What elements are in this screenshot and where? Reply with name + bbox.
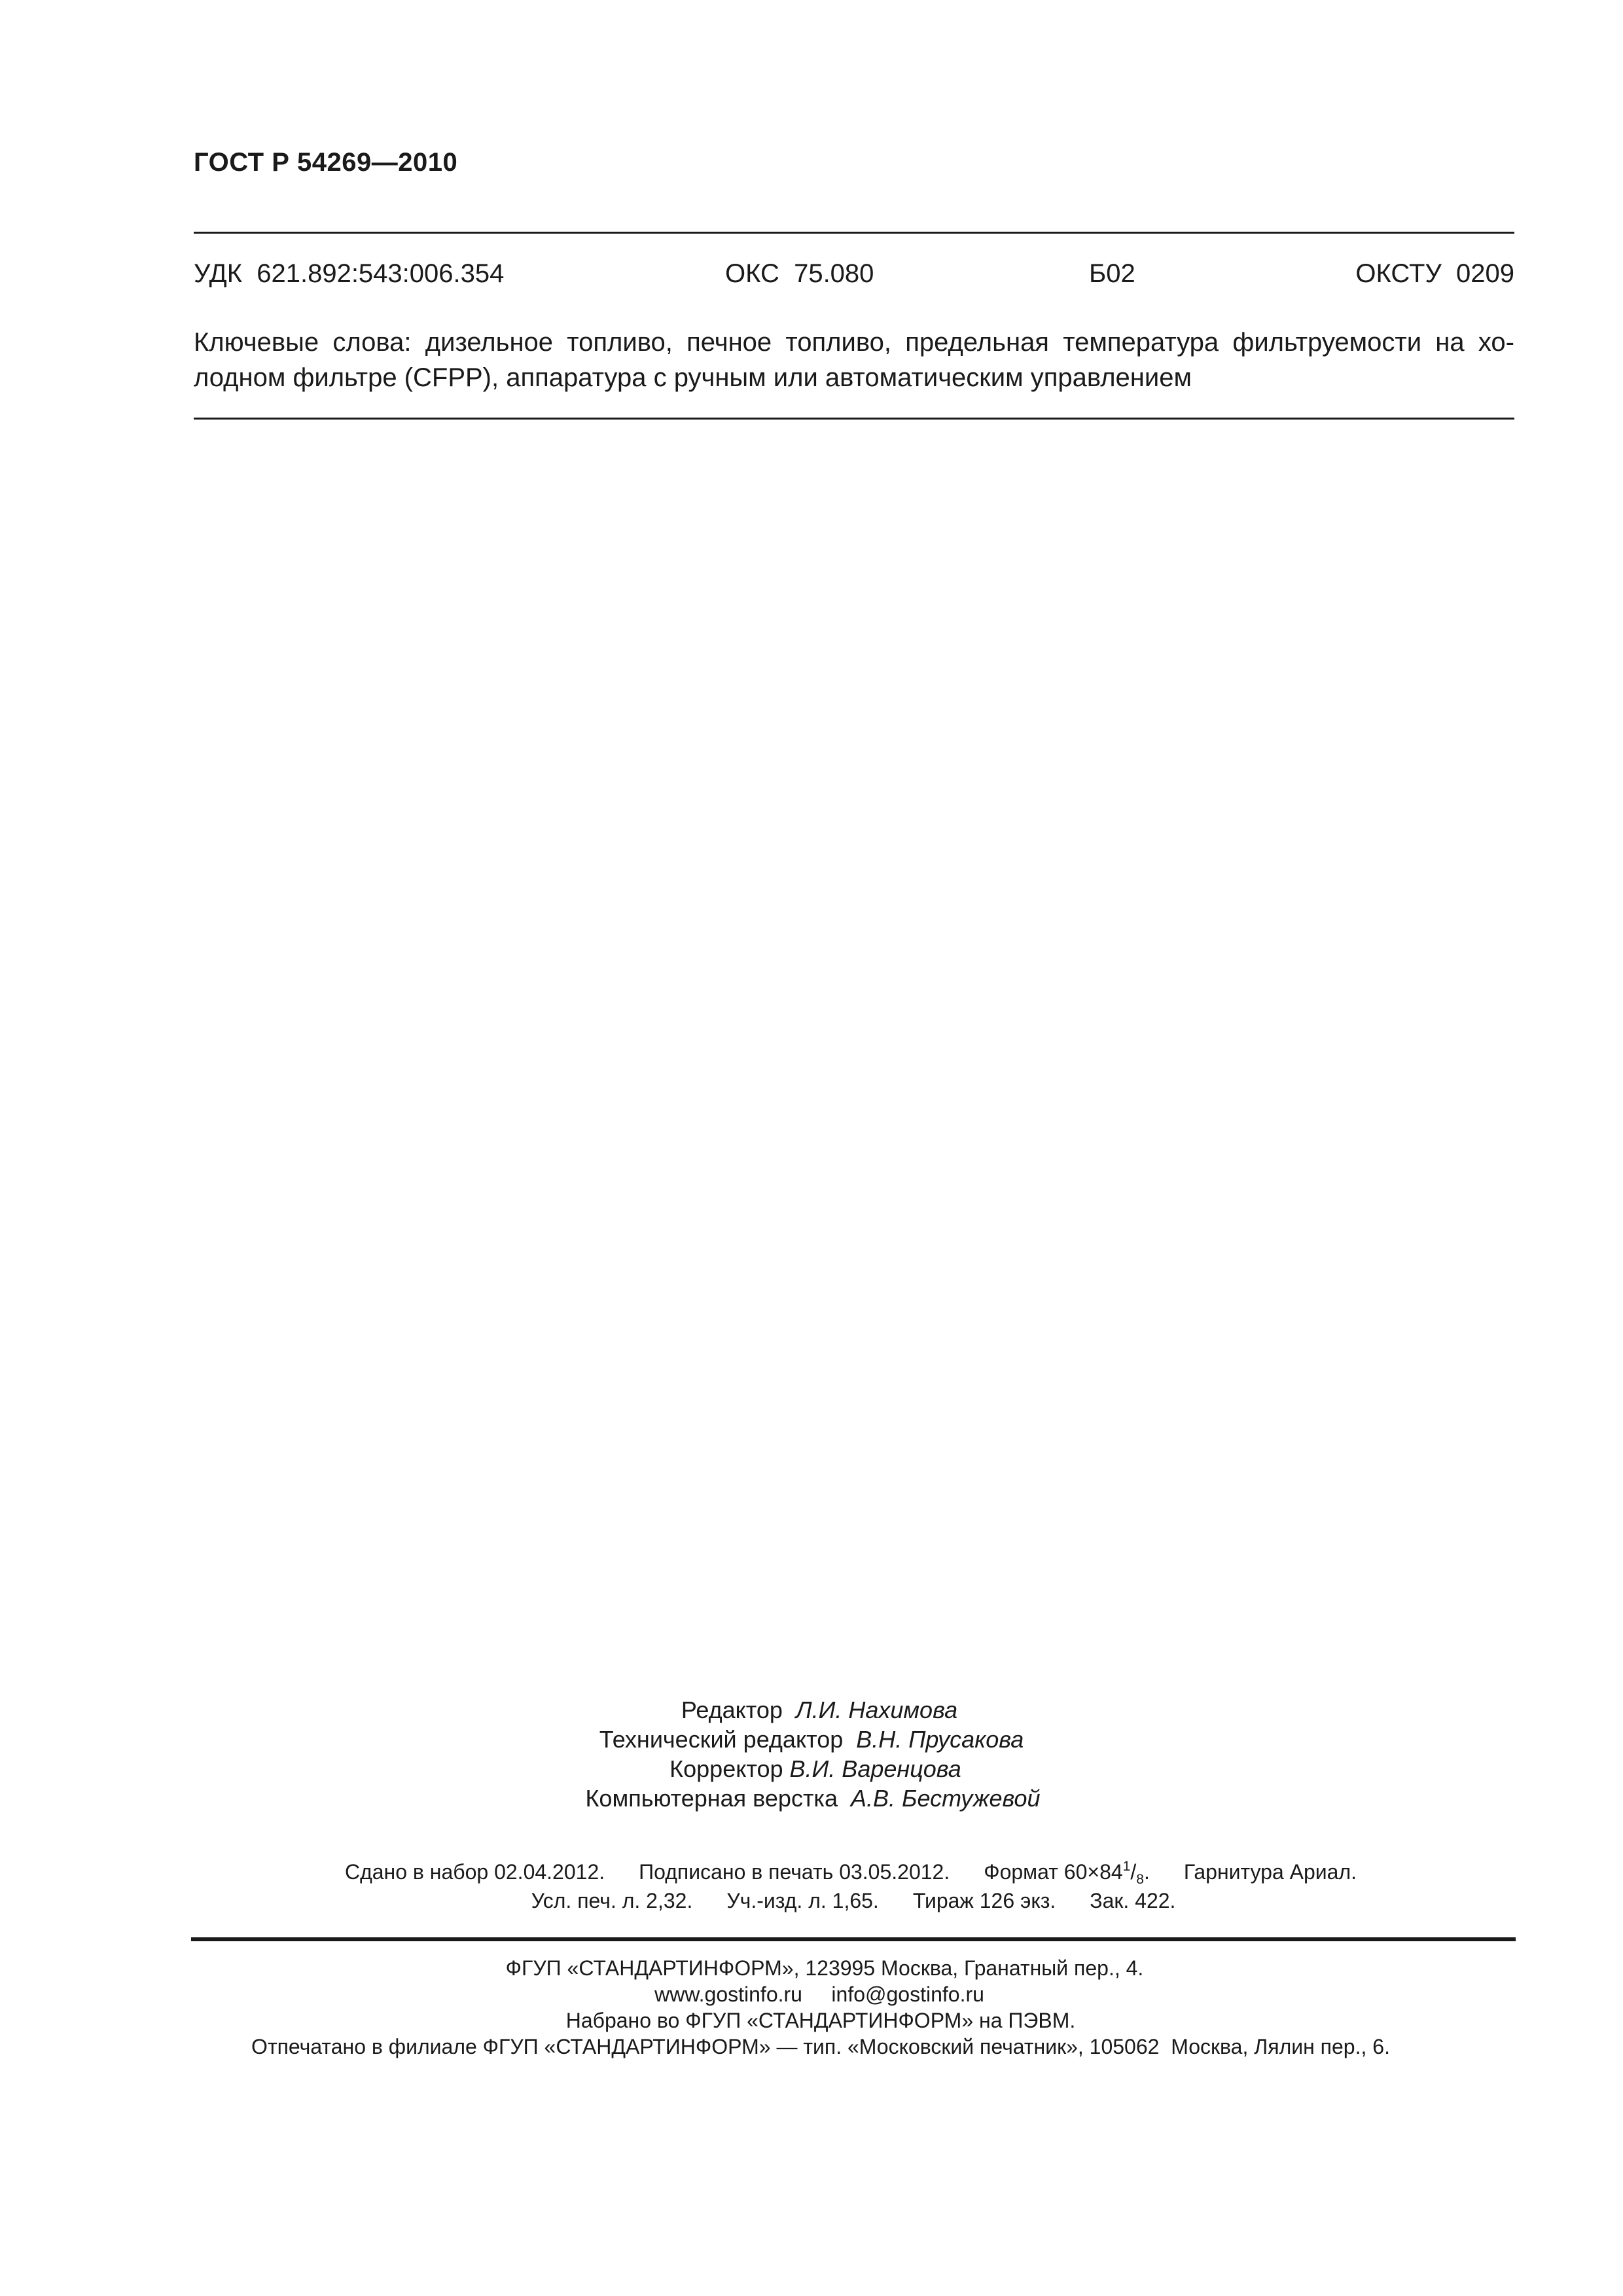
keywords-block [194,325,1514,395]
publisher-block [0,1955,1623,2060]
tech-editor-name: В.Н. Прусакова [856,1726,1024,1753]
proofreader-row [4,1754,1623,1784]
printed-note: Отпечатано в филиале ФГУП «СТАНДАРТИНФОРМ» — тип. «Московский печатник», 105062 Москва, Лялин пер., 6. [251,2035,1390,2058]
layout-label: Компьютерная верстка [585,1785,838,1812]
oks-code: ОКС 75.080 [725,259,874,288]
format: Формат $60\times 84^1/_8$. [984,1859,1150,1887]
imprint-divider [191,1937,1516,1941]
publisher-website[interactable]: www.gostinfo.ru [654,1982,802,2006]
format-suffix: . [1143,1860,1150,1884]
standard-code: ГОСТ Р 54269—2010 [194,148,458,177]
order-number: Зак. 422. [1090,1889,1176,1912]
publisher-address: ФГУП «СТАНДАРТИНФОРМ», 123995 Москва, Гранатный пер., 4. [505,1956,1144,1980]
format-prefix: Формат 60×84 [984,1860,1123,1884]
proofreader-name: В.И. Варенцова [789,1755,961,1782]
pub-sheets: Уч.-изд. л. 1,65. [726,1889,879,1912]
okstu-code: ОКСТУ 0209 [1355,259,1514,288]
keywords-divider [194,418,1514,420]
editor-name: Л.И. Нахимова [795,1696,958,1723]
editor-row [8,1695,1623,1725]
format-numerator: 1 [1122,1859,1131,1874]
imprint-line-1 [39,1859,1623,1888]
editorial-credits [0,1695,1623,1813]
typeset-date: Сдано в набор 02.04.2012. [344,1860,605,1884]
publisher-contacts [8,1981,1623,2007]
format-denominator: 8 [1136,1872,1144,1887]
layout-row [1,1784,1623,1813]
udk-code: УДК 621.892:543:006.354 [194,259,505,288]
tech-editor-label: Технический редактор [599,1726,844,1753]
typeset-note: Набрано во ФГУП «СТАНДАРТИНФОРМ» на ПЭВМ. [565,2009,1076,2032]
top-divider [194,232,1514,234]
keywords-line-1: Ключевые слова: дизельное топливо, печное топливо, предельная температура фильтруемости на хо- [194,328,1514,357]
layout-name: А.В. Бестужевой [851,1785,1041,1812]
group-code: Б02 [1089,259,1135,288]
print-sheets: Усл. печ. л. 2,32. [531,1889,693,1912]
imprint-line-2 [42,1889,1623,1913]
print-run: Тираж 126 экз. [912,1889,1056,1912]
keywords-line-2: лодном фильтре (CFPP), аппаратура с ручным или автоматическим управлением [194,363,1192,392]
signed-date: Подписано в печать 03.05.2012. [639,1860,950,1884]
typeface: Гарнитура Ариал. [1183,1860,1357,1884]
classification-row [194,259,1514,296]
tech-editor-row [0,1725,1623,1754]
publisher-email[interactable]: info@gostinfo.ru [831,1982,984,2006]
proofreader-label: Корректор [669,1755,783,1782]
editor-label: Редактор [681,1696,783,1723]
